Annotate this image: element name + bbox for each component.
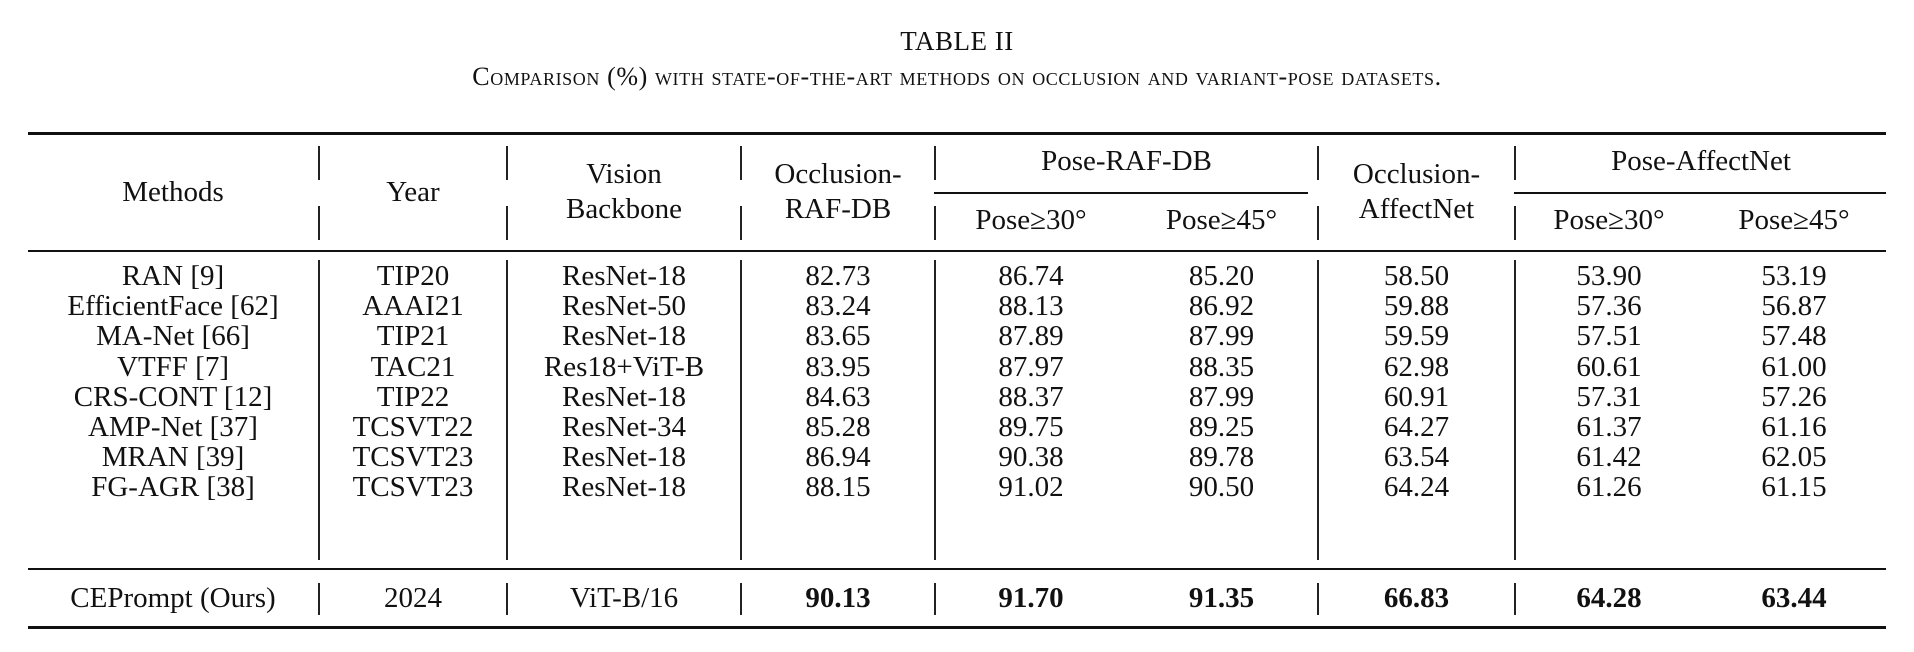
cell-aff-pose45: 61.00 [1761,350,1827,383]
cell-method: FG-AGR [38] [91,471,255,504]
cell-occ-aff: 64.27 [1383,411,1450,443]
header-raf-pose30: Pose≥30° [975,204,1087,236]
header-aff-pose45: Pose≥45° [1738,204,1850,236]
cell-aff-pose30-ours: 64.28 [1576,582,1642,614]
cell-aff-pose45: 57.26 [1761,380,1827,413]
cell-occ-aff-ours: 66.83 [1383,582,1450,614]
cell-aff-pose30: 57.31 [1576,380,1642,413]
cell-aff-pose45: 56.87 [1761,290,1827,323]
cell-aff-pose30: 61.42 [1576,441,1642,474]
cell-raf-pose45: 85.20 [1188,260,1255,292]
cell-raf-pose45: 87.99 [1188,320,1255,353]
cell-raf-pose45: 89.78 [1188,441,1255,474]
cell-backbone: ResNet-34 [561,411,687,443]
cell-aff-pose45: 62.05 [1761,441,1827,474]
cell-year: TIP20 [376,260,450,292]
header-year: Year [386,176,440,208]
cell-raf-pose45: 86.92 [1188,290,1255,323]
cell-year: TIP22 [376,380,450,413]
pose-raf-underline [934,192,1308,194]
cell-occ-raf: 85.28 [805,411,871,443]
cell-raf-pose30: 86.74 [998,260,1064,292]
cell-occ-aff: 64.24 [1383,471,1450,504]
cell-backbone: Res18+ViT-B [543,350,705,383]
cell-aff-pose45: 53.19 [1761,260,1827,292]
pose-affectnet-underline [1514,192,1886,194]
header-methods: Methods [122,176,224,208]
cell-raf-pose30: 88.13 [998,290,1064,323]
cell-occ-raf: 83.95 [805,350,871,383]
cell-raf-pose30: 90.38 [998,441,1064,474]
cell-occ-raf: 88.15 [805,471,871,504]
cell-method: CRS-CONT [12] [73,380,273,413]
cell-year: TCSVT22 [352,411,474,443]
table-number: TABLE II [900,26,1014,56]
cell-aff-pose30: 61.26 [1576,471,1642,504]
cell-year: AAAI21 [362,290,464,323]
cell-method: MRAN [39] [101,441,245,474]
cell-raf-pose45: 88.35 [1188,350,1255,383]
cell-raf-pose30: 87.89 [998,320,1064,353]
cell-backbone: ResNet-50 [561,290,687,323]
cell-aff-pose45: 61.15 [1761,471,1827,504]
cell-occ-aff: 58.50 [1383,260,1450,292]
cell-occ-aff: 59.88 [1383,290,1450,323]
header-occ-raf-line2: RAF-DB [784,193,892,225]
cell-method: RAN [9] [121,260,225,292]
cell-backbone: ResNet-18 [561,441,687,474]
cell-occ-raf-ours: 90.13 [805,582,871,614]
cell-raf-pose45: 89.25 [1188,411,1255,443]
ours-separator-rule [28,568,1886,570]
cell-method: VTFF [7] [117,350,229,383]
cell-aff-pose45: 61.16 [1761,411,1827,443]
cell-aff-pose30: 53.90 [1576,260,1642,292]
header-raf-pose45: Pose≥45° [1165,204,1278,236]
cell-method-ours: CEPrompt (Ours) [70,582,276,614]
header-occ-raf-line1: Occlusion- [774,158,902,190]
cell-occ-aff: 63.54 [1383,441,1450,474]
cell-aff-pose30: 60.61 [1576,350,1642,383]
header-backbone-line2: Backbone [566,193,682,225]
cell-backbone: ResNet-18 [561,260,687,292]
bottom-rule [28,626,1886,629]
cell-method: AMP-Net [37] [88,411,258,443]
header-occ-aff-line2: AffectNet [1358,193,1475,225]
cell-occ-aff: 62.98 [1383,350,1450,383]
cell-year-ours: 2024 [384,582,442,614]
cell-backbone: ResNet-18 [561,380,687,413]
table-caption: Comparison (%) with state-of-the-art methods on occlusion and variant-pose datasets. [472,62,1442,91]
header-aff-pose30: Pose≥30° [1553,204,1665,236]
cell-aff-pose45: 57.48 [1761,320,1827,353]
cell-raf-pose45: 90.50 [1188,471,1255,504]
cell-raf-pose30: 89.75 [998,411,1064,443]
cell-occ-raf: 84.63 [805,380,871,413]
cell-occ-raf: 83.65 [805,320,871,353]
cell-year: TCSVT23 [352,471,474,504]
cell-backbone: ResNet-18 [561,320,687,353]
col-divider [318,206,320,240]
cell-occ-raf: 86.94 [805,441,871,474]
cell-aff-pose30: 61.37 [1576,411,1642,443]
cell-occ-aff: 60.91 [1383,380,1450,413]
cell-occ-raf: 82.73 [805,260,871,292]
cell-year: TAC21 [370,350,456,383]
cell-method: MA-Net [66] [96,320,250,353]
cell-aff-pose45-ours: 63.44 [1761,582,1827,614]
header-pose-raf-db: Pose-RAF-DB [1041,145,1212,177]
cell-aff-pose30: 57.51 [1576,320,1642,353]
header-occ-aff-line1: Occlusion- [1352,158,1481,190]
cell-method: EfficientFace [62] [67,290,279,323]
cell-raf-pose45-ours: 91.35 [1188,582,1255,614]
cell-aff-pose30: 57.36 [1576,290,1642,323]
cell-occ-raf: 83.24 [805,290,871,323]
cell-raf-pose30: 88.37 [998,380,1064,413]
cell-raf-pose30-ours: 91.70 [998,582,1064,614]
comparison-table [28,132,1886,628]
cell-backbone: ResNet-18 [561,471,687,504]
cell-raf-pose30: 91.02 [998,471,1064,504]
cell-raf-pose30: 87.97 [998,350,1064,383]
cell-occ-aff: 59.59 [1383,320,1450,353]
cell-backbone-ours: ViT-B/16 [569,582,679,614]
cell-year: TCSVT23 [352,441,474,474]
header-backbone-line1: Vision [586,158,662,190]
header-pose-affectnet: Pose-AffectNet [1611,145,1791,177]
cell-year: TIP21 [376,320,450,353]
header-rule [28,250,1886,252]
top-rule [28,132,1886,135]
cell-raf-pose45: 87.99 [1188,380,1255,413]
